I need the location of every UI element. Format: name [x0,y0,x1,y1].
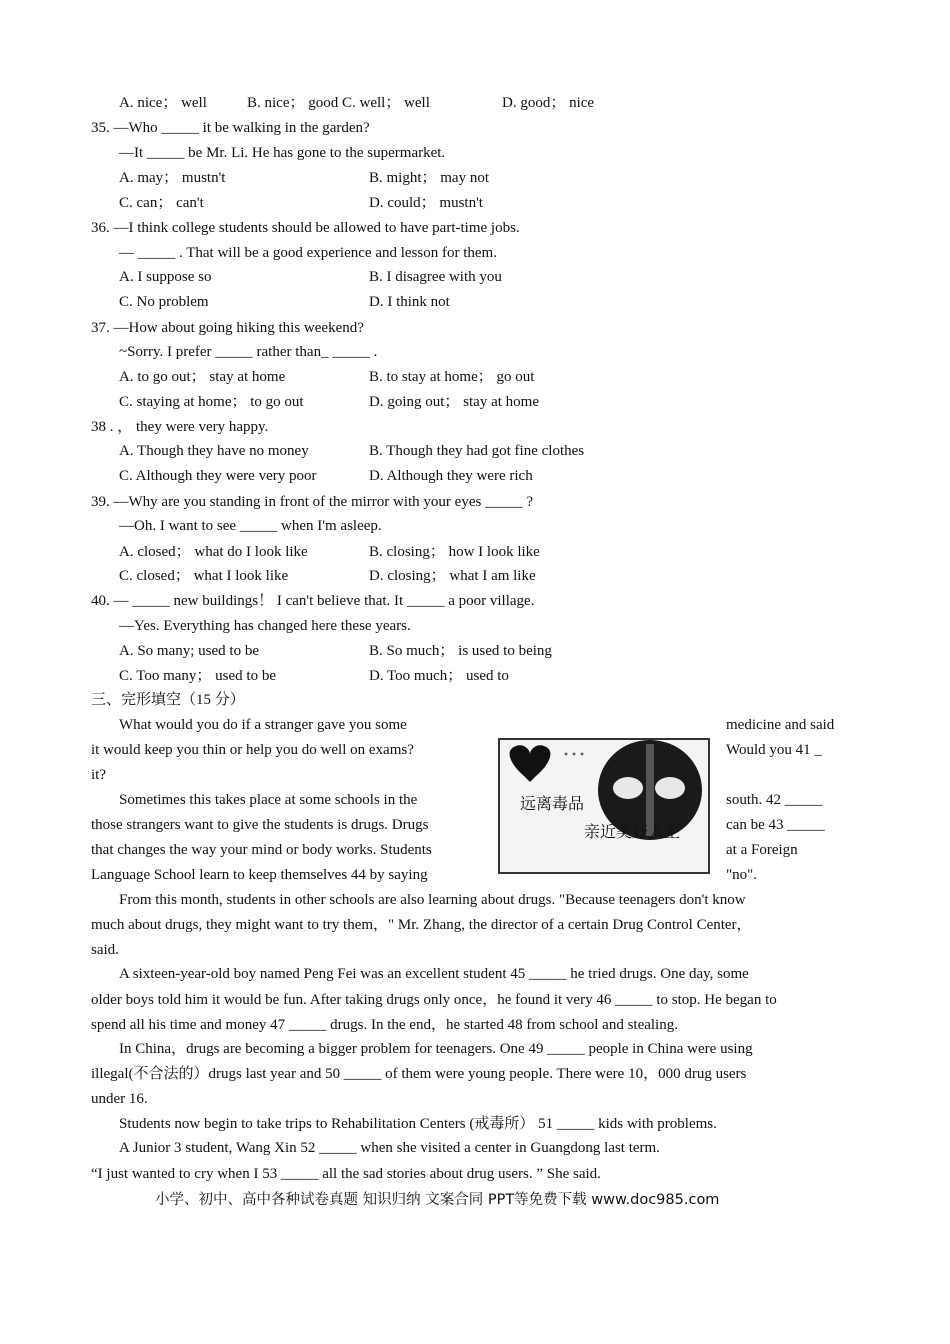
q34-option-a: A. nice； well [119,95,207,111]
q37-reply: ~Sorry. I prefer _____ rather than_ _____ . [119,344,378,360]
q40-option-a: A. So many; used to be [119,643,259,659]
passage-line: spend all his time and money 47 _____ drugs. In the end，he started 48 from school and stealing. [91,1017,678,1033]
q37-option-b: B. to stay at home； go out [369,369,535,385]
q35-option-d: D. could； mustn't [369,195,483,211]
passage-line: From this month, students in other schools are also learning about drugs. "Because teenagers don't know [119,892,746,908]
passage-line-right: Would you 41 _ [726,742,822,758]
passage-line-right: can be 43 _____ [726,817,825,833]
q38-option-d: D. Although they were rich [369,468,533,484]
q38-stem: 38 . ， they were very happy. [91,419,269,435]
passage-line: Students now begin to take trips to Rehabilitation Centers (戒毒所） 51 _____ kids with problems. [119,1116,717,1132]
q35-option-c: C. can； can't [119,195,204,211]
q36-reply: — _____ . That will be a good experience and lesson for them. [119,245,497,261]
q37-option-a: A. to go out； stay at home [119,369,286,385]
passage-line-right: south. 42 _____ [726,792,823,808]
passage-line: “I just wanted to cry when I 53 _____ all the sad stories about drug users. ” She said. [91,1166,601,1182]
passage-line: that changes the way your mind or body works. Students [91,842,432,858]
q37-option-c: C. staying at home； to go out [119,394,304,410]
passage-line-right: at a Foreign [726,842,798,858]
passage-line: it? [91,767,106,783]
q39-option-b: B. closing； how I look like [369,544,540,560]
q40-option-d: D. Too much； used to [369,668,509,684]
q39-reply: —Oh. I want to see _____ when I'm asleep. [119,518,382,534]
q39-option-c: C. closed； what I look like [119,568,289,584]
q39-option-d: D. closing； what I am like [369,568,536,584]
q40-option-c: C. Too many； used to be [119,668,276,684]
passage-line: much about drugs, they might want to try them，" Mr. Zhang, the director of a certain Drug Control Center， [91,917,752,933]
q36-option-d: D. I think not [369,294,450,310]
q35-option-b: B. might； may not [369,170,490,186]
q39-stem: 39. —Why are you standing in front of the mirror with your eyes _____ ? [91,494,533,510]
q38-option-b: B. Though they had got fine clothes [369,443,585,459]
q37-stem: 37. —How about going hiking this weekend? [91,320,364,336]
q36-option-c: C. No problem [119,294,209,310]
passage-line: What would you do if a stranger gave you some [119,717,407,733]
passage-line: Language School learn to keep themselves 44 by saying [91,867,428,883]
poster-slogan-2: 亲近美好人生 [584,822,681,841]
passage-line: A sixteen-year-old boy named Peng Fei was an excellent student 45 _____ he tried drugs. One day, some [119,966,749,982]
q36-option-a: A. I suppose so [119,269,212,285]
q38-option-a: A. Though they have no money [119,443,309,459]
q34-option-bc: B. nice； good C. well； well [247,95,430,111]
passage-line: illegal(不合法的）drugs last year and 50 _____ of them were young people. There were 10，000 drug users [91,1066,747,1082]
passage-line: Sometimes this takes place at some schools in the [119,792,418,808]
anti-drug-poster [498,738,710,874]
heart-icon [510,745,551,782]
passage-line: under 16. [91,1091,148,1107]
passage-line: said. [91,942,119,958]
q37-option-d: D. going out； stay at home [369,394,539,410]
q40-option-b: B. So much； is used to being [369,643,552,659]
passage-line: it would keep you thin or help you do well on exams? [91,742,414,758]
section-heading: 三、完形填空（15 分） [91,692,245,708]
q36-stem: 36. —I think college students should be allowed to have part-time jobs. [91,220,520,236]
q40-reply: —Yes. Everything has changed here these years. [119,618,411,634]
q35-option-a: A. may； mustn't [119,170,226,186]
passage-line: those strangers want to give the students is drugs. Drugs [91,817,429,833]
passage-line: In China，drugs are becoming a bigger problem for teenagers. One 49 _____ people in China were using [119,1041,753,1057]
passage-line-right: medicine and said [726,717,835,733]
q38-option-c: C. Although they were very poor [119,468,317,484]
q35-reply: —It _____ be Mr. Li. He has gone to the supermarket. [119,145,446,161]
q36-option-b: B. I disagree with you [369,269,502,285]
passage-line-right: "no". [726,867,757,883]
q34-option-d: D. good； nice [502,95,595,111]
passage-line: A Junior 3 student, Wang Xin 52 _____ when she visited a center in Guangdong last term. [119,1140,660,1156]
q35-stem: 35. —Who _____ it be walking in the garden? [91,120,370,136]
page-footer: 小学、初中、高中各种试卷真题 知识归纳 文案合同 PPT等免费下载 www.doc985.com [155,1192,720,1208]
q39-option-a: A. closed； what do I look like [119,544,308,560]
passage-line: older boys told him it would be fun. After taking drugs only once，he found it very 46 _____ to stop. He began to [91,992,777,1008]
poster-slogan-1: 远离毒品 [520,794,585,813]
q40-stem: 40. — _____ new buildings！ I can't believe that. It _____ a poor village. [91,593,535,609]
